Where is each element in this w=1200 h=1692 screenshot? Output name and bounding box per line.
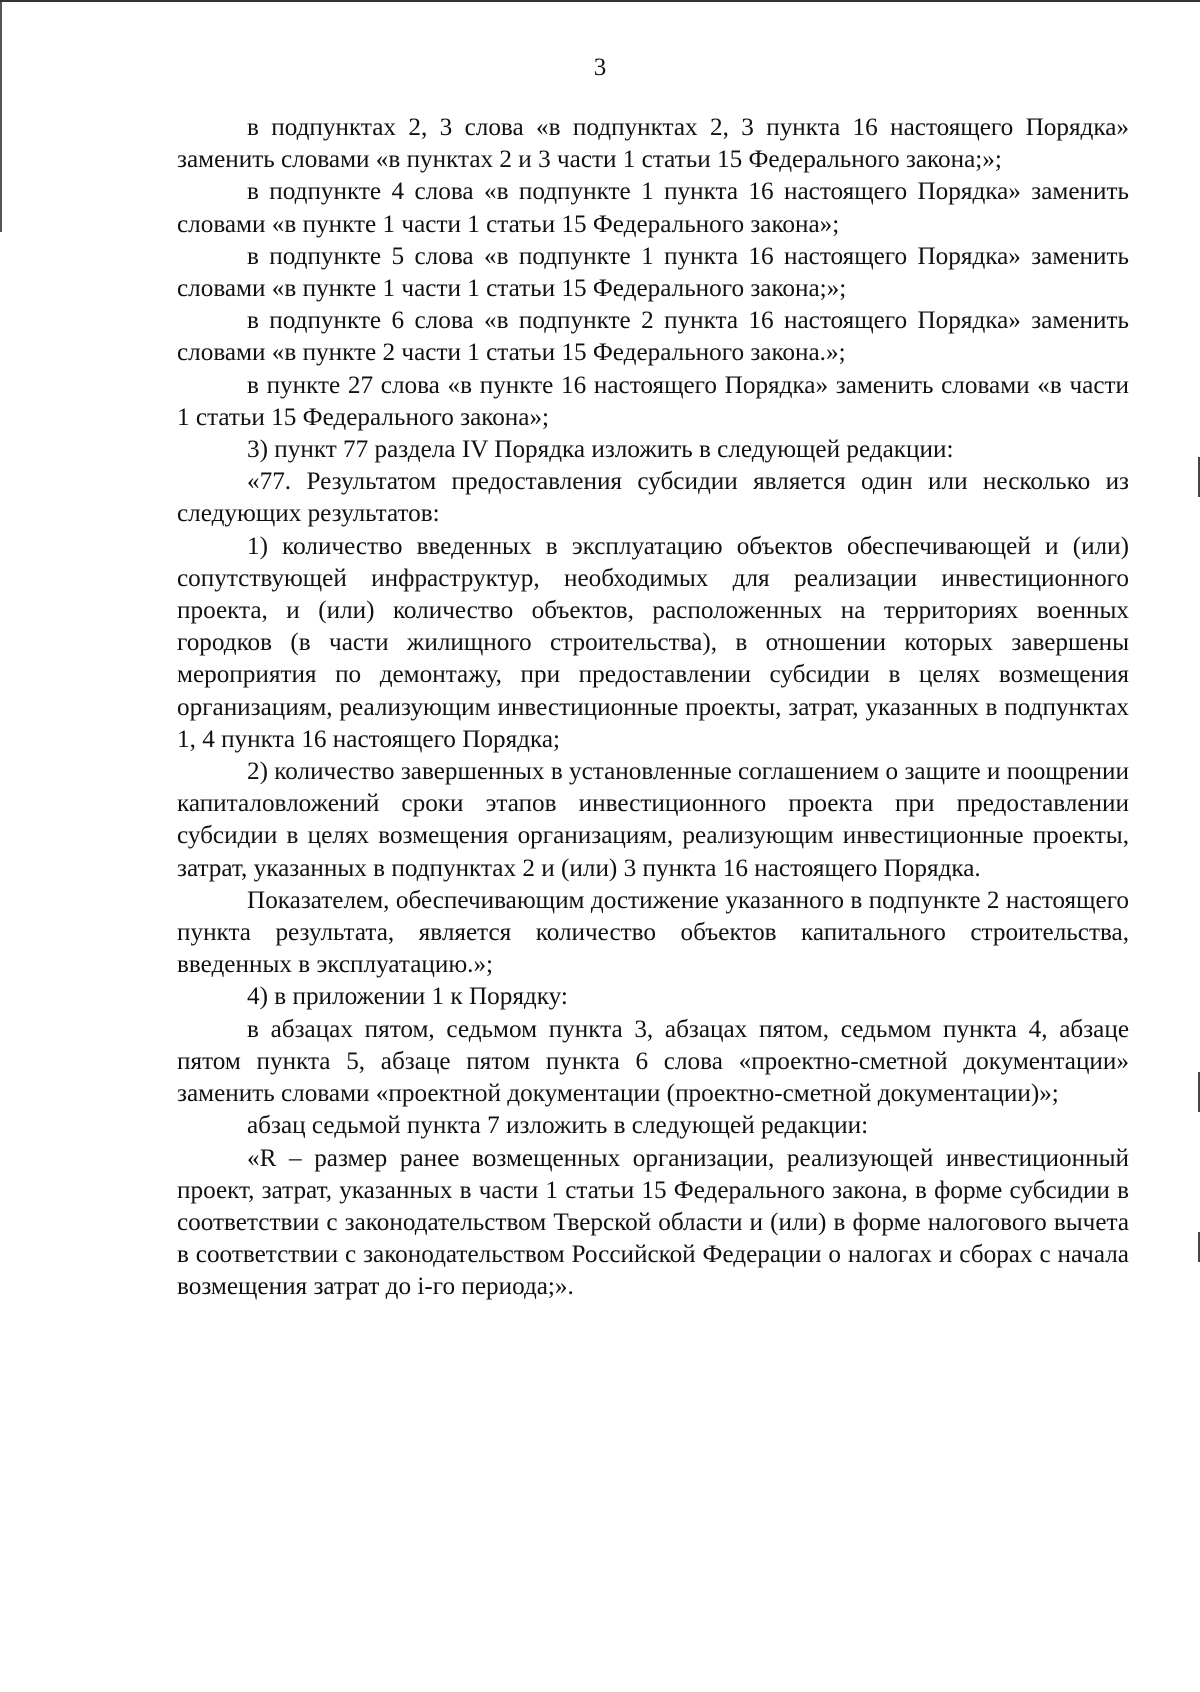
paragraph: в абзацах пятом, седьмом пункта 3, абзацах пятом, седьмом пункта 4, абзаце пятом пункта 5, абзаце пятом пункта 6 слова «проектно-сметной документации» заменить словами «проектной документации (проектно-сметной документации)»;	[177, 1015, 1129, 1108]
paragraph: 2) количество завершенных в установленные соглашением о защите и поощрении капиталовложений сроки этапов инвестиционного проекта при предоставлении субсидии в целях возмещения организациям, реализующим инвестиционные проекты, затрат, указанных в подпунктах 2 и (или) 3 пункта 16 настоящего Порядка.	[177, 758, 1129, 882]
paragraph: в подпунктах 2, 3 слова «в подпунктах 2, 3 пункта 16 настоящего Порядка» заменить словами «в пунктах 2 и 3 части 1 статьи 15 Федерального закона;»;	[177, 114, 1129, 174]
scan-edge-left	[0, 2, 2, 232]
page-number: 3	[593, 54, 607, 81]
paragraph: в подпункте 5 слова «в подпункте 1 пункта 16 настоящего Порядка» заменить словами «в пункте 1 части 1 статьи 15 Федерального закона;»;	[177, 242, 1129, 303]
paragraph: абзац седьмой пункта 7 изложить в следующей редакции:	[247, 1112, 869, 1140]
paragraph: в подпункте 6 слова «в подпункте 2 пункта 16 настоящего Порядка» заменить словами «в пункте 2 части 1 статьи 15 Федерального закона.»;	[177, 307, 1129, 367]
paragraph: в подпункте 4 слова «в подпункте 1 пункта 16 настоящего Порядка» заменить словами «в пункте 1 части 1 статьи 15 Федерального закона»;	[177, 178, 1129, 238]
paragraph: 3) пункт 77 раздела IV Порядка изложить в следующей редакции:	[247, 436, 954, 464]
paragraph: «77. Результатом предоставления субсидии является один или несколько из следующих результатов:	[177, 468, 1129, 528]
paragraph: 1) количество введенных в эксплуатацию объектов обеспечивающей и (или) сопутствующей инфраструктур, необходимых для реализации инвестиционного проекта, и (или) количество объектов, расположенных на территориях военных городков (в части жилищного строительства), в отношении которых завершены мероприятия по демонтажу, при предоставлении субсидии в целях возмещения организациям, реализующим инвестиционные проекты, затрат, указанных в подпунктах 1, 4 пункта 16 настоящего Порядка;	[177, 532, 1129, 753]
document-body	[177, 112, 1129, 1304]
paragraph: 4) в приложении 1 к Порядку:	[247, 983, 568, 1011]
paragraph: «R – размер ранее возмещенных организации, реализующей инвестиционный проект, затрат, указанных в части 1 статьи 15 Федерального закона, в форме субсидии в соответствии с законодательством Тверской области и (или) в форме налогового вычета в соответствии с законодательством Российской Федерации о налогах и сборах с начала возмещения затрат до i-го периода;».	[177, 1144, 1129, 1301]
paragraph: Показателем, обеспечивающим достижение указанного в подпункте 2 настоящего пункта результата, является количество объектов капитального строительства, введенных в эксплуатацию.»;	[177, 886, 1129, 979]
paragraph: в пункте 27 слова «в пункте 16 настоящего Порядка» заменить словами «в части 1 статьи 15 Федерального закона»;	[177, 371, 1129, 431]
